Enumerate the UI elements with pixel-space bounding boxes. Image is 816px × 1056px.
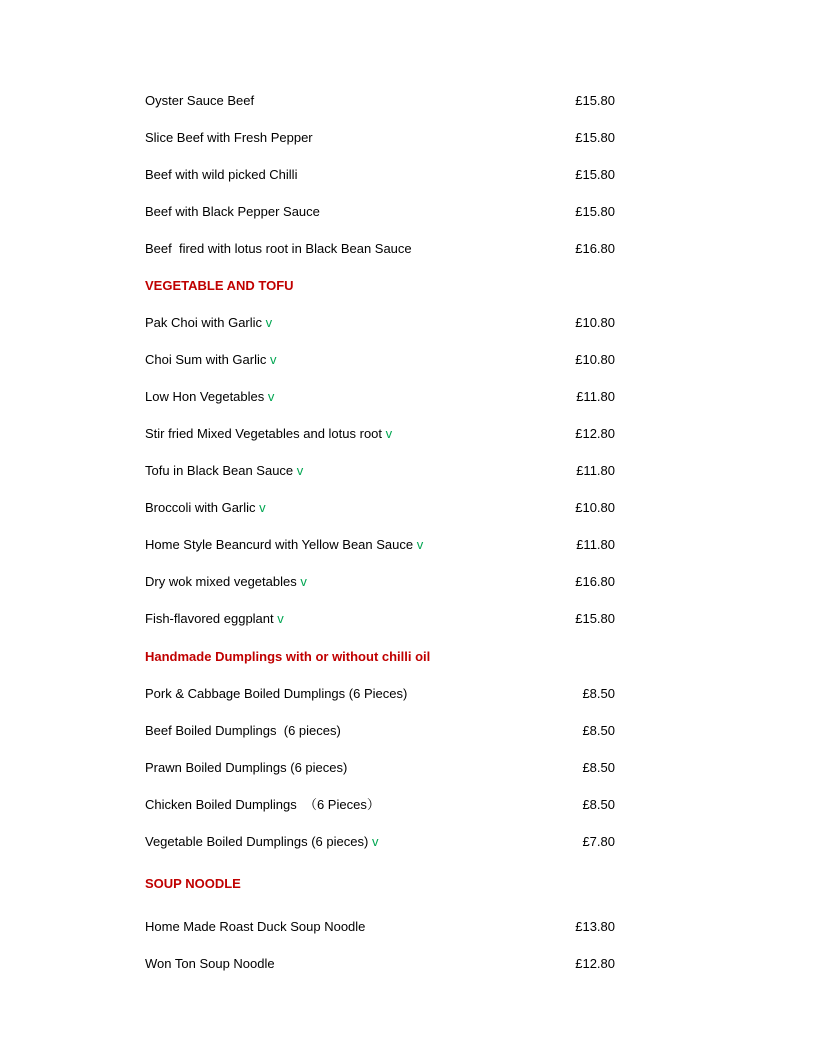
- menu-item-chicken-dumplings: [145, 795, 615, 815]
- menu-item-roast-duck-soup-noodle: [145, 917, 615, 937]
- menu-item-vegetable-dumplings: [145, 832, 615, 852]
- item-price: £10.80: [575, 352, 615, 367]
- item-price: £8.50: [582, 686, 615, 701]
- menu-item-prawn-dumplings: [145, 758, 615, 778]
- menu-item-tofu-black-bean: [145, 461, 615, 481]
- menu-item-broccoli-garlic: [145, 498, 615, 518]
- item-price: £10.80: [575, 315, 615, 330]
- vegetarian-mark: v: [267, 389, 275, 404]
- menu-item-beef-lotus-root: [145, 239, 615, 259]
- menu-item-pork-cabbage-dumplings: [145, 684, 615, 704]
- item-name: Chicken Boiled Dumplings （6 Pieces）: [145, 797, 380, 812]
- vegetarian-mark: v: [259, 500, 266, 515]
- menu-item-mixed-vegetables-lotus: [145, 424, 615, 444]
- menu-item-slice-beef-fresh-pepper: [145, 128, 615, 148]
- item-name: Won Ton Soup Noodle: [145, 956, 275, 971]
- item-price: £15.80: [575, 611, 615, 626]
- item-name: Oyster Sauce Beef: [145, 93, 255, 108]
- item-name: Broccoli with Garlic v: [145, 500, 266, 515]
- item-name: Prawn Boiled Dumplings (6 pieces): [145, 760, 348, 775]
- item-name: Slice Beef with Fresh Pepper: [145, 130, 313, 145]
- item-price: £11.80: [576, 537, 615, 552]
- item-price: £15.80: [575, 93, 615, 108]
- item-price: £7.80: [582, 834, 615, 849]
- item-name: Beef with Black Pepper Sauce: [145, 204, 320, 219]
- item-name: Pork & Cabbage Boiled Dumplings (6 Pieces): [145, 686, 408, 701]
- item-name: Choi Sum with Garlic v: [145, 352, 277, 367]
- item-price: £15.80: [575, 130, 615, 145]
- item-price: £8.50: [582, 723, 615, 738]
- item-price: £10.80: [575, 500, 615, 515]
- item-name: Vegetable Boiled Dumplings (6 pieces) v: [145, 834, 379, 849]
- item-price: £11.80: [576, 389, 615, 404]
- vegetarian-mark: v: [265, 315, 273, 330]
- item-price: £8.50: [582, 797, 615, 812]
- section-heading-soup-noodle: SOUP NOODLE: [145, 876, 241, 891]
- item-name: Dry wok mixed vegetables v: [145, 574, 307, 589]
- vegetarian-mark: v: [300, 574, 307, 589]
- menu-item-low-hon-vegetables: [145, 387, 615, 407]
- menu-item-pak-choi: [145, 313, 615, 333]
- item-name: Beef Boiled Dumplings (6 pieces): [145, 723, 341, 738]
- menu-item-beef-dumplings: [145, 721, 615, 741]
- menu-item-choi-sum: [145, 350, 615, 370]
- menu-item-dry-wok-vegetables: [145, 572, 615, 592]
- item-price: £16.80: [575, 574, 615, 589]
- item-name: Low Hon Vegetables v: [145, 389, 275, 404]
- item-name: Pak Choi with Garlic v: [145, 315, 273, 330]
- vegetarian-mark: v: [385, 426, 393, 441]
- item-name: Home Style Beancurd with Yellow Bean Sauce v: [145, 537, 424, 552]
- vegetarian-mark: v: [296, 463, 304, 478]
- menu-item-won-ton-soup-noodle: [145, 954, 615, 974]
- item-name: Beef with wild picked Chilli: [145, 167, 298, 182]
- item-price: £12.80: [575, 426, 615, 441]
- item-name: Fish-flavored eggplant v: [145, 611, 284, 626]
- vegetarian-mark: v: [416, 537, 424, 552]
- menu-item-beef-black-pepper: [145, 202, 615, 222]
- item-name: Stir fried Mixed Vegetables and lotus root v: [145, 426, 393, 441]
- menu-item-fish-flavored-eggplant: [145, 609, 615, 629]
- menu-item-beef-wild-chilli: [145, 165, 615, 185]
- item-price: £15.80: [575, 204, 615, 219]
- section-heading-vegetable-tofu: VEGETABLE AND TOFU: [145, 278, 294, 293]
- vegetarian-mark: v: [371, 834, 379, 849]
- vegetarian-mark: v: [270, 352, 277, 367]
- menu-item-oyster-sauce-beef: [145, 91, 615, 111]
- item-price: £15.80: [575, 167, 615, 182]
- item-price: £13.80: [575, 919, 615, 934]
- item-name: Beef fired with lotus root in Black Bean Sauce: [145, 241, 412, 256]
- item-price: £16.80: [575, 241, 615, 256]
- item-price: £12.80: [575, 956, 615, 971]
- item-price: £8.50: [582, 760, 615, 775]
- item-name: Home Made Roast Duck Soup Noodle: [145, 919, 366, 934]
- menu-item-home-style-beancurd: [145, 535, 615, 555]
- item-price: £11.80: [576, 463, 615, 478]
- section-heading-dumplings: Handmade Dumplings with or without chilli oil: [145, 649, 431, 664]
- item-name: Tofu in Black Bean Sauce v: [145, 463, 304, 478]
- vegetarian-mark: v: [277, 611, 284, 626]
